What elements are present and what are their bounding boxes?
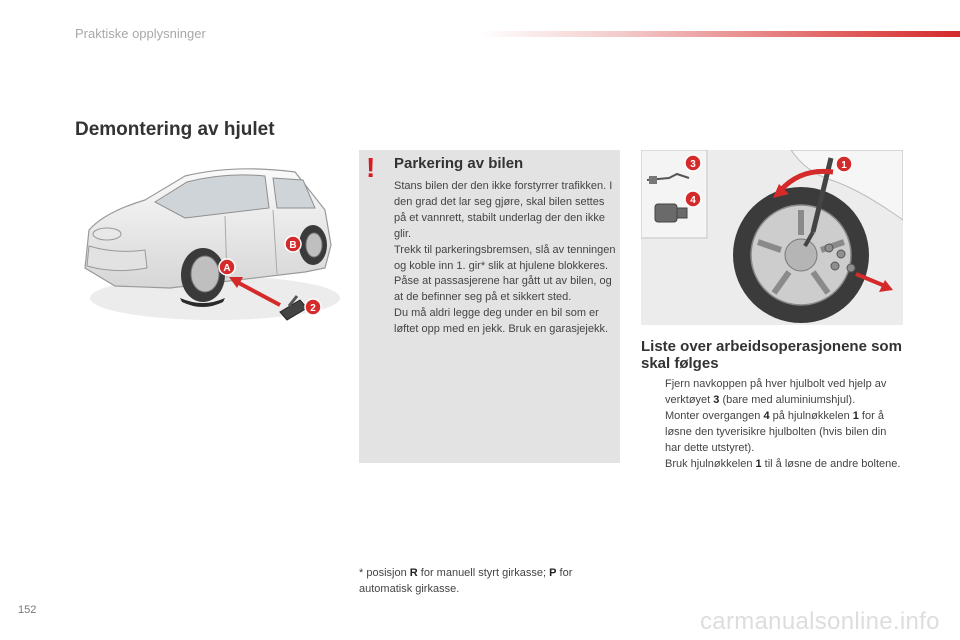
warning-paragraph: Stans bilen der den ikke forstyrrer trafikken. I den grad det lar seg gjøre, skal bilen settes på et vannrett, stabilt underlag der den ikke glir. (394, 180, 613, 240)
warning-paragraph: Du må aldri legge deg under en bil som er løftet opp med en jekk. Bruk en garasjejekk. (394, 307, 608, 336)
watermark: carmanualsonline.info (700, 608, 940, 635)
callout-3: 3 (690, 159, 696, 170)
page-number: 152 (18, 604, 37, 616)
procedure-list (641, 376, 901, 472)
callout-4: 4 (690, 195, 696, 206)
procedure-step: Fjern navkoppen på hver hjulbolt ved hjelp av verktøyet 3 (bare med aluminiumshjul). (665, 378, 887, 406)
footnote: * posisjon R for manuell styrt girkasse; P for automatisk girkasse. (359, 567, 573, 595)
running-header: Praktiske opplysninger (75, 26, 206, 41)
callout-1: 1 (841, 160, 847, 171)
warning-title: Parkering av bilen (394, 155, 524, 172)
warning-paragraph: Trekk til parkeringsbremsen, slå av tenningen og koble inn 1. gir* slik at hjulene blokkeres. (394, 243, 616, 272)
warning-exclamation-icon: ! (366, 152, 376, 183)
callout-b: B (289, 240, 297, 251)
wheel-tools-illustration (641, 150, 903, 325)
warning-paragraph: Påse at passasjerene har gått ut av bilen, og at de befinner seg på et sikkert sted. (394, 275, 612, 304)
procedure-step: Bruk hjulnøkkelen 1 til å løsne de andre boltene. (665, 458, 901, 470)
warning-body (394, 179, 616, 338)
section-title: Demontering av hjulet (75, 119, 275, 140)
car-jack-illustration (75, 150, 345, 330)
procedure-step: Monter overgangen 4 på hjulnøkkelen 1 for å løsne den tyverisikre hjulbolten (hvis bilen din har dette utstyret). (665, 410, 887, 454)
callout-a: A (223, 263, 231, 274)
procedure-title: Liste over arbeidsoperasjonene som skal følges (641, 338, 902, 372)
callout-2: 2 (310, 303, 316, 314)
header-accent-bar (480, 31, 960, 37)
